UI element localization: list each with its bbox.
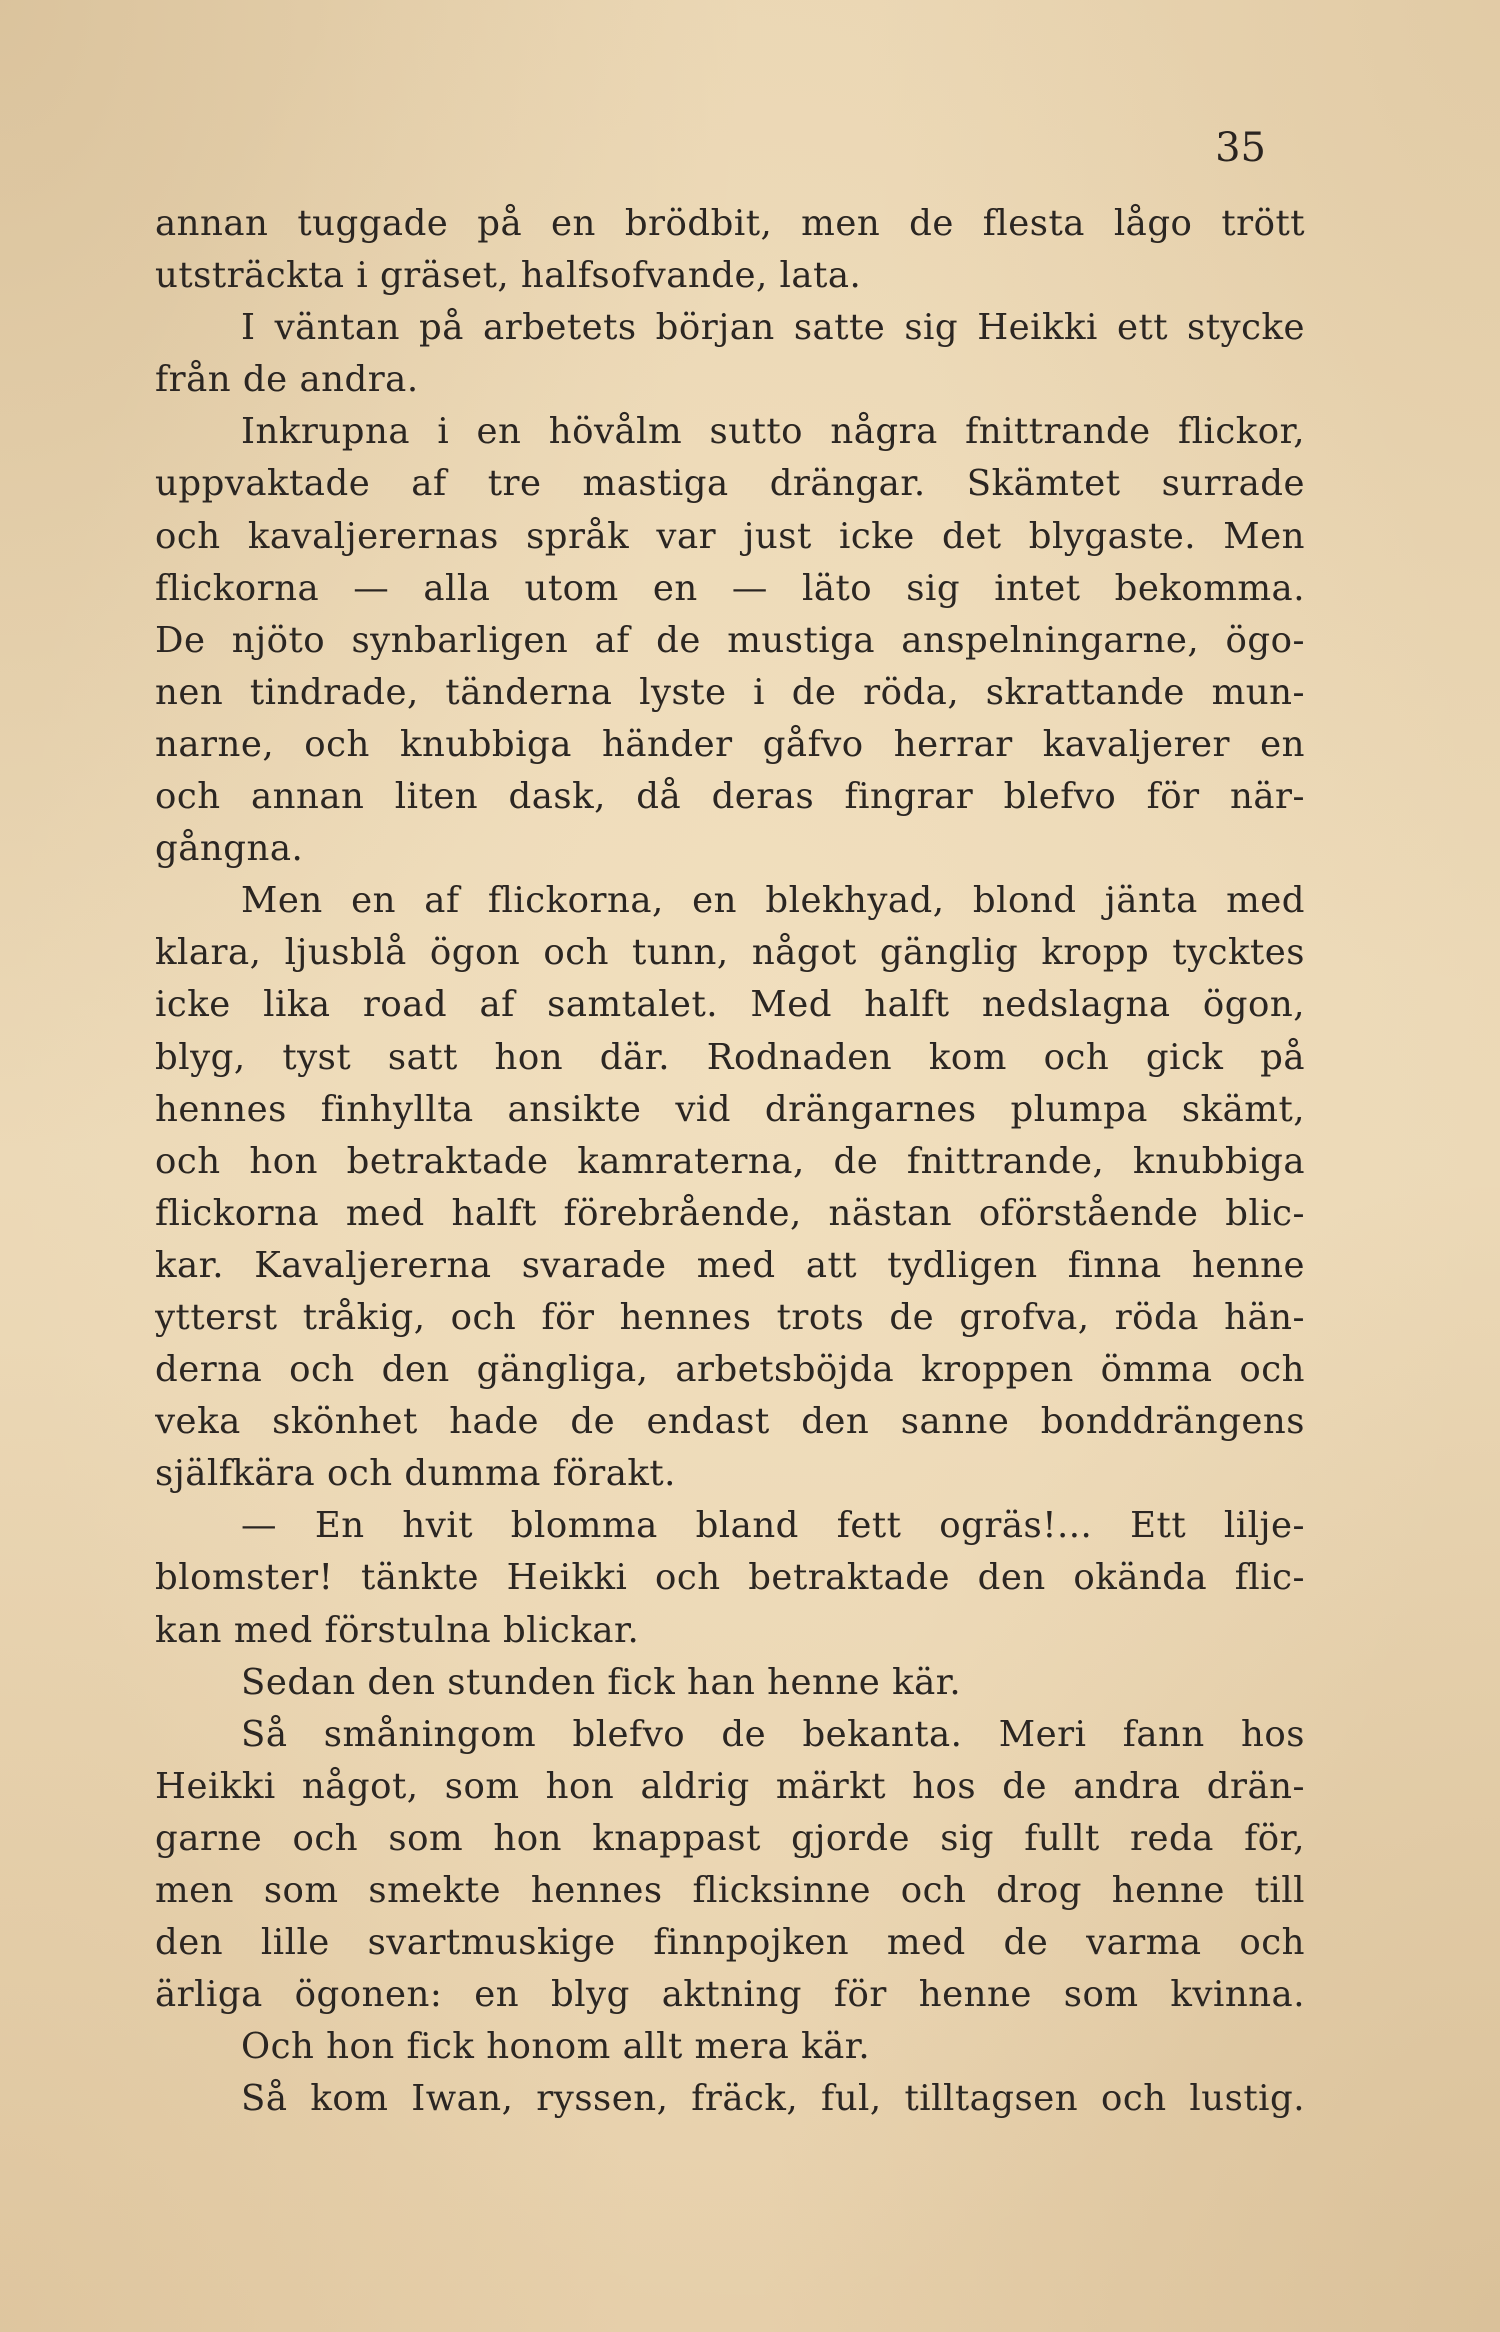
text-line: icke lika road af samtalet. Med halft nedslagna ögon, — [155, 984, 1305, 1026]
text-line: från de andra. — [155, 359, 419, 401]
text-line: Inkrupna i en hövålm sutto några fnittrande flickor, — [241, 411, 1305, 453]
text-line: Så småningom blefvo de bekanta. Meri fann hos — [241, 1713, 1305, 1755]
text-line: blyg, tyst satt hon där. Rodnaden kom och gick på — [155, 1036, 1305, 1078]
text-line: nen tindrade, tänderna lyste i de röda, skrattande mun- — [155, 671, 1305, 713]
text-line: derna och den gängliga, arbetsböjda kroppen ömma och — [155, 1349, 1305, 1391]
text-line: flickorna med halft förebrående, nästan oförstående blic- — [155, 1192, 1305, 1234]
text-line: utsträckta i gräset, halfsofvande, lata. — [155, 255, 862, 297]
text-line: Så kom Iwan, ryssen, fräck, ful, tilltagsen och lustig. — [241, 2078, 1305, 2120]
text-line: och hon betraktade kamraterna, de fnittrande, knubbiga — [155, 1140, 1305, 1182]
text-line: kar. Kavaljererna svarade med att tydligen finna henne — [155, 1244, 1305, 1286]
text-line: ytterst tråkig, och för hennes trots de grofva, röda hän- — [155, 1296, 1305, 1338]
text-line: — En hvit blomma bland fett ogräs!... Ett lilje- — [241, 1505, 1305, 1547]
text-line: hennes finhyllta ansikte vid drängarnes plumpa skämt, — [155, 1088, 1305, 1130]
text-line: och kavaljerernas språk var just icke det blygaste. Men — [155, 515, 1305, 557]
text-line: narne, och knubbiga händer gåfvo herrar kavaljerer en — [155, 723, 1305, 765]
text-line: garne och som hon knappast gjorde sig fullt reda för, — [155, 1817, 1305, 1859]
text-line: klara, ljusblå ögon och tunn, något gänglig kropp tycktes — [155, 932, 1305, 974]
text-line: veka skönhet hade de endast den sanne bonddrängens — [155, 1401, 1305, 1443]
text-line: men som smekte hennes flicksinne och drog henne till — [155, 1870, 1305, 1911]
text-line: annan tuggade på en brödbit, men de flesta lågo trött — [155, 203, 1305, 244]
text-line: kan med förstulna blickar. — [155, 1609, 640, 1651]
text-line: och annan liten dask, då deras fingrar blefvo för när- — [155, 776, 1305, 818]
text-line: uppvaktade af tre mastiga drängar. Skämtet surrade — [155, 463, 1305, 505]
text-line: Heikki något, som hon aldrig märkt hos de andra drän- — [155, 1765, 1305, 1807]
text-line: I väntan på arbetets början satte sig Heikki ett stycke — [241, 307, 1305, 349]
text-line: blomster! tänkte Heikki och betraktade den okända flic- — [155, 1557, 1305, 1599]
text-line: Och hon fick honom allt mera kär. — [241, 2026, 871, 2068]
text-line: själfkära och dumma förakt. — [155, 1453, 676, 1495]
text-line: flickorna — alla utom en — läto sig intet bekomma. — [155, 567, 1305, 609]
text-line: gångna. — [155, 828, 304, 870]
text-line: den lille svartmuskige finnpojken med de varma och — [155, 1922, 1305, 1964]
text-line: Sedan den stunden fick han henne kär. — [241, 1661, 962, 1703]
page-number: 35 — [1215, 125, 1266, 171]
text-line: Men en af flickorna, en blekhyad, blond jänta med — [241, 880, 1305, 922]
body-text — [155, 198, 1305, 2125]
text-line: ärliga ögonen: en blyg aktning för henne som kvinna. — [155, 1974, 1305, 2016]
text-line: De njöto synbarligen af de mustiga anspelningarne, ögo- — [155, 619, 1305, 661]
